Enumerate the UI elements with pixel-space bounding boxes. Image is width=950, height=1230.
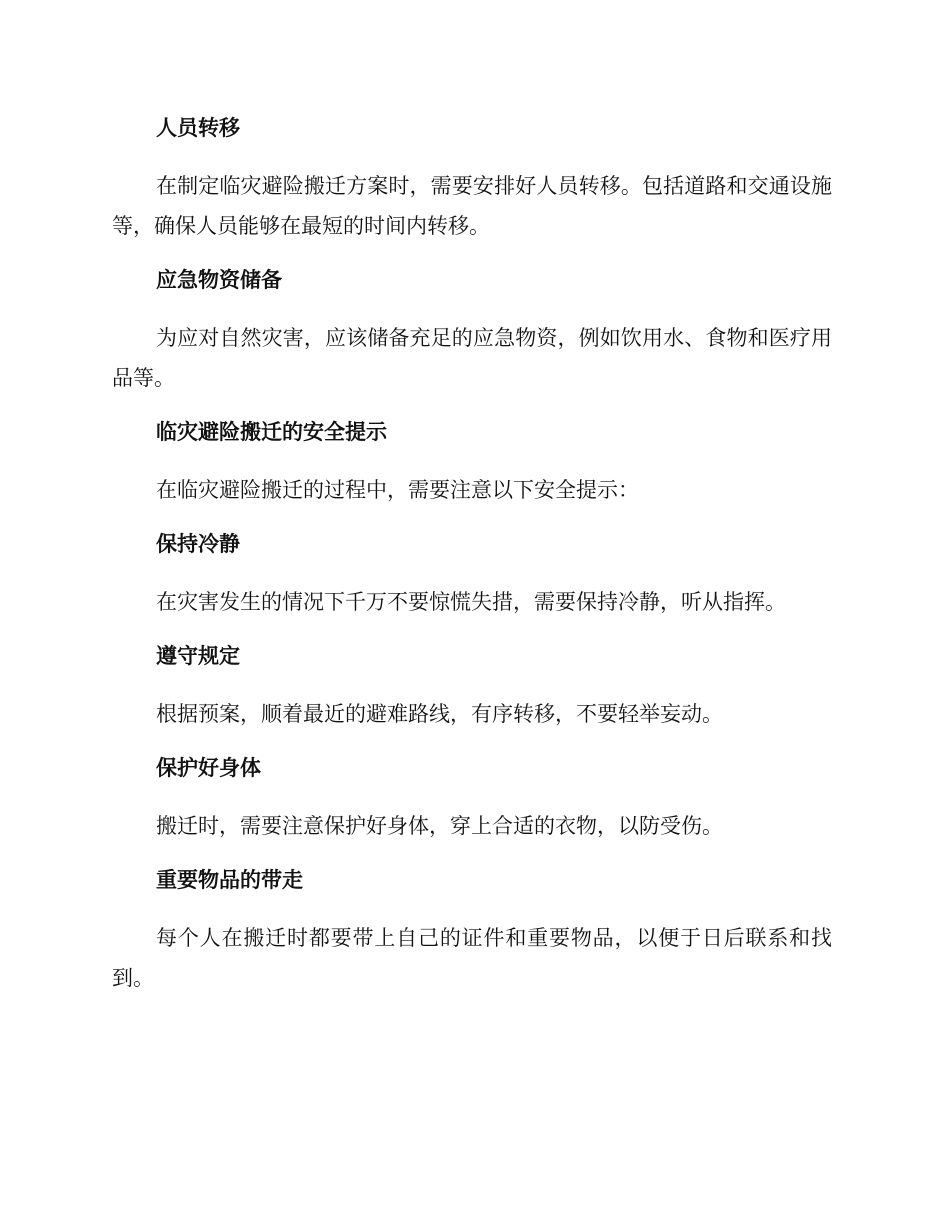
section-heading-safety-tips: 临灾避险搬迁的安全提示 xyxy=(156,420,387,444)
section-paragraph-protect-body: 搬迁时，需要注意保护好身体，穿上合适的衣物，以防受伤。 xyxy=(156,814,723,838)
section-paragraph-stay-calm: 在灾害发生的情况下千万不要惊慌失措，需要保持冷静，听从指挥。 xyxy=(156,590,786,614)
section-paragraph-personnel-transfer: 在制定临灾避险搬迁方案时，需要安排好人员转移。包括道路和交通设施等，确保人员能够在最短的时间内转移。 xyxy=(112,174,832,238)
section-heading-important-items: 重要物品的带走 xyxy=(156,868,303,892)
document-body xyxy=(112,110,832,1014)
section-heading-personnel-transfer: 人员转移 xyxy=(156,116,240,140)
section-paragraph-safety-tips: 在临灾避险搬迁的过程中，需要注意以下安全提示： xyxy=(156,478,639,502)
section-heading-stay-calm: 保持冷静 xyxy=(156,532,240,556)
section-heading-emergency-supplies: 应急物资储备 xyxy=(156,268,282,292)
section-paragraph-follow-rules: 根据预案，顺着最近的避难路线，有序转移，不要轻举妄动。 xyxy=(156,702,723,726)
section-heading-protect-body: 保护好身体 xyxy=(156,756,261,780)
section-paragraph-important-items: 每个人在搬迁时都要带上自己的证件和重要物品，以便于日后联系和找到。 xyxy=(112,926,832,990)
section-paragraph-emergency-supplies: 为应对自然灾害，应该储备充足的应急物资，例如饮用水、食物和医疗用品等。 xyxy=(112,326,832,390)
section-heading-follow-rules: 遵守规定 xyxy=(156,644,240,668)
